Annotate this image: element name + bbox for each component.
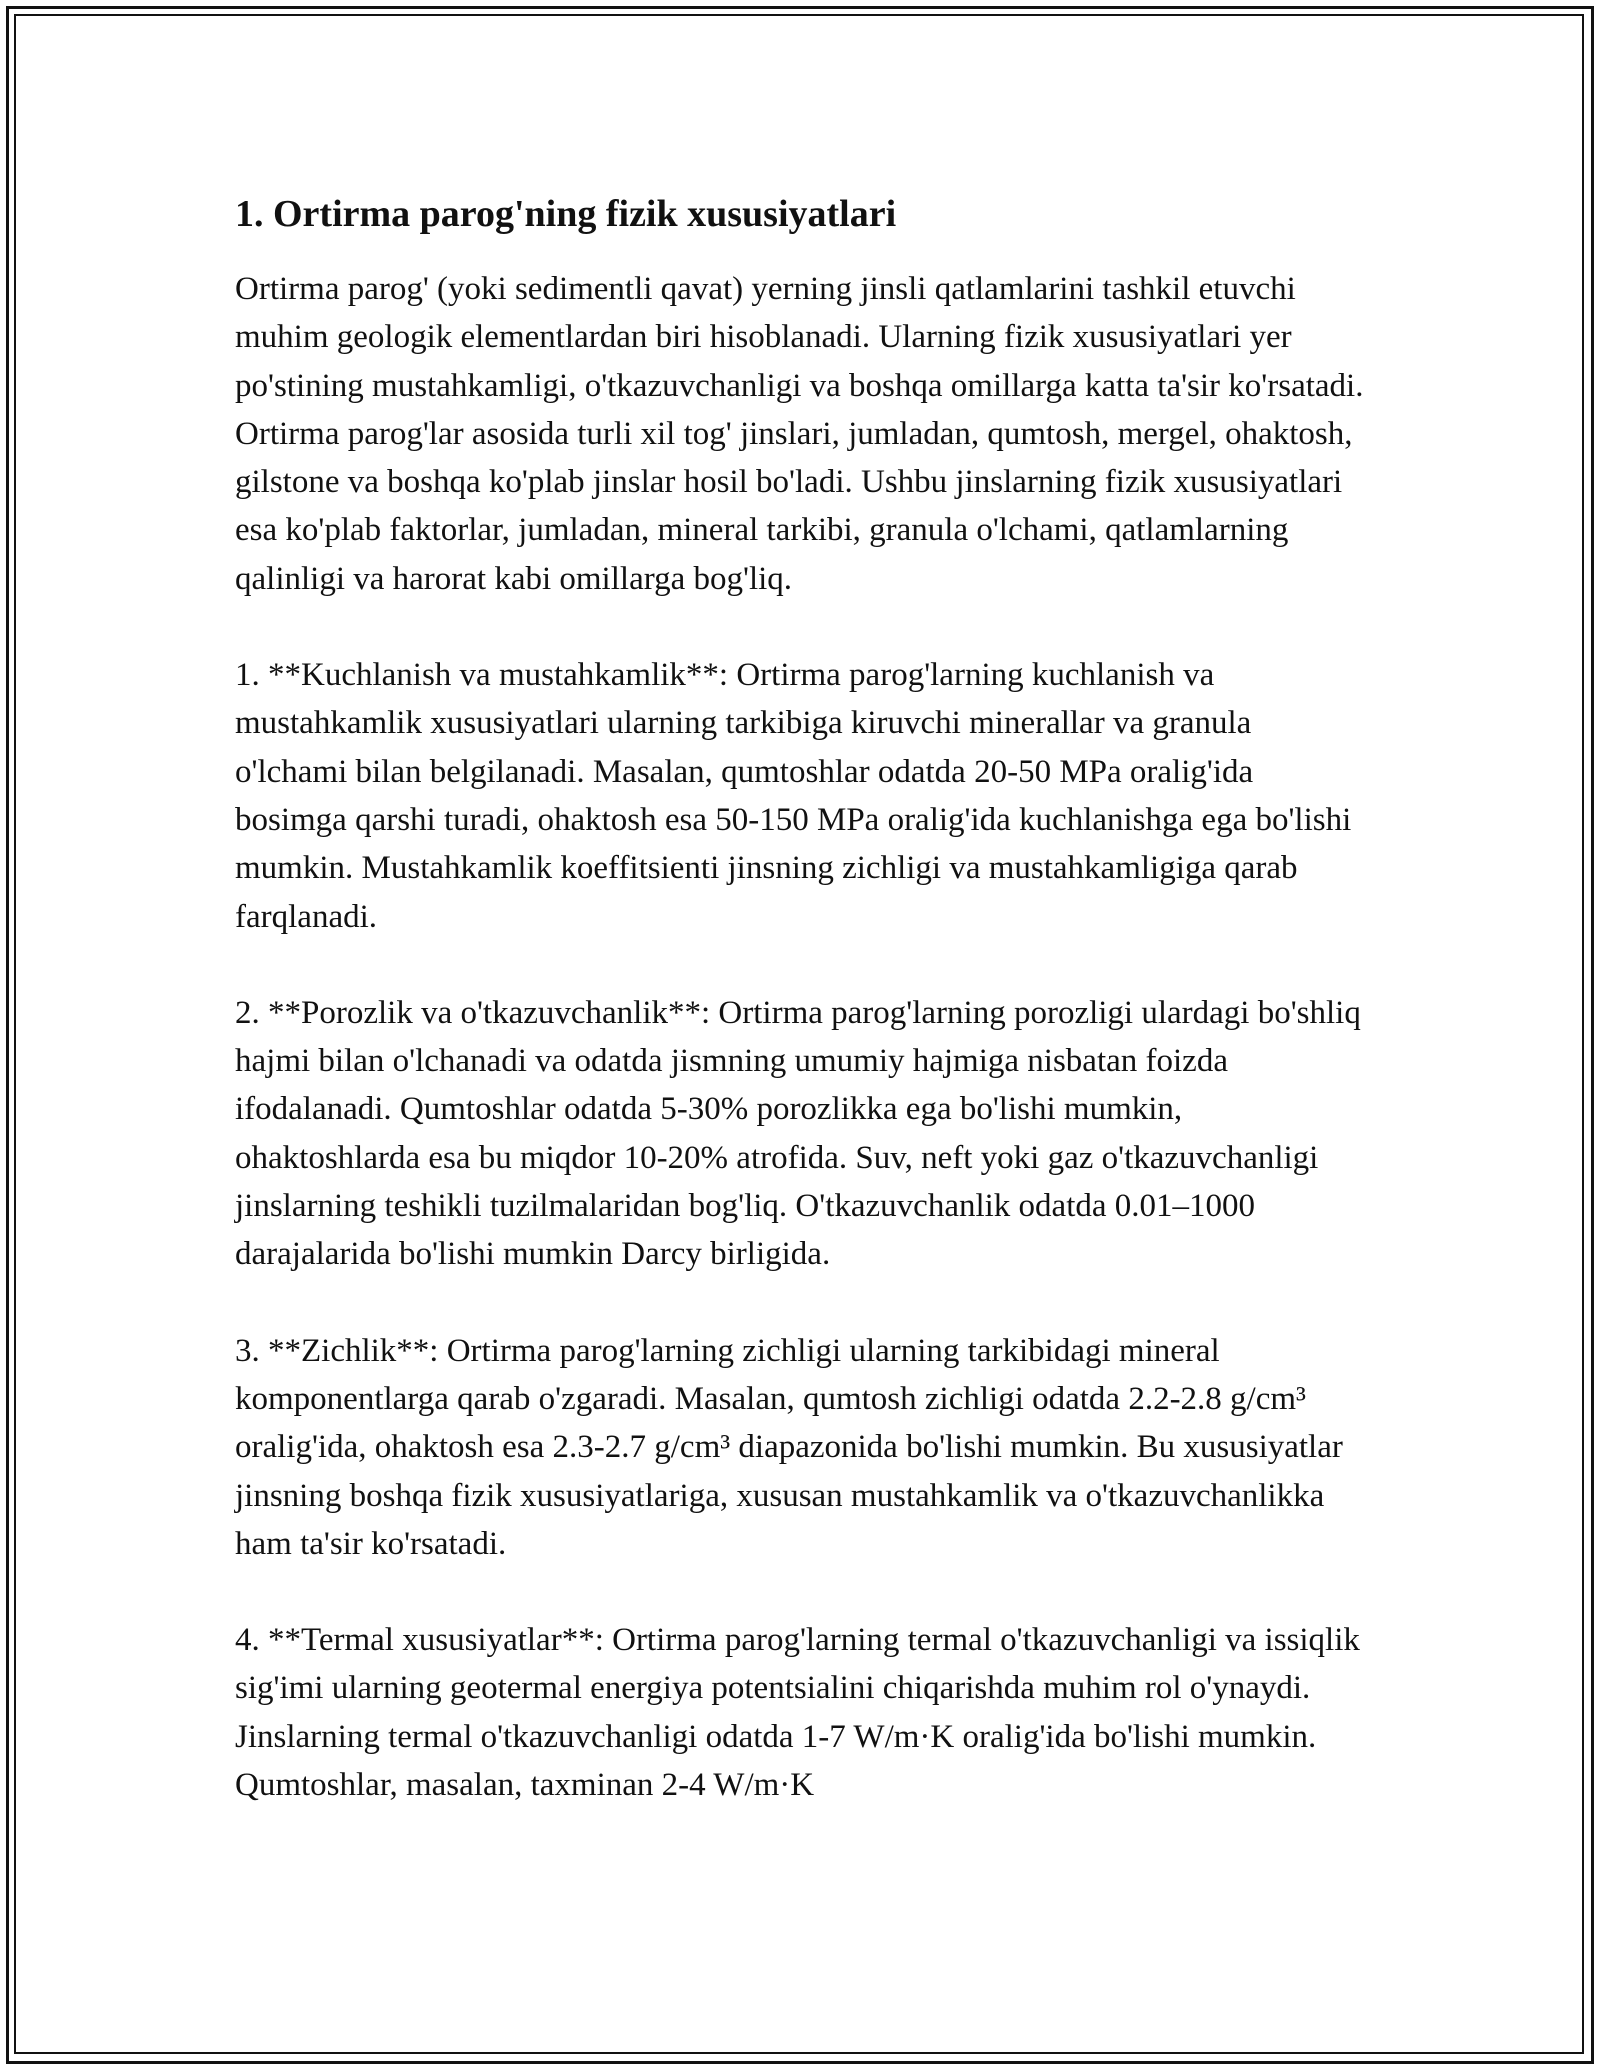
paragraph-density: 3. **Zichlik**: Ortirma parog'larning zichligi ularning tarkibidagi mineral komponentlarga qarab o'zgaradi. Masalan, qumtosh zichligi odatda 2.2-2.8 g/cm³ oralig'ida, ohaktosh esa 2.3-2.7 g/cm³ diapazonida bo'lishi mumkin. Bu xususiyatlar jinsning boshqa fizik xususiyatlariga, xususan mustahkamlik va o'tkazuvchanlikka ham ta'sir ko'rsatadi. <box>235 1332 1343 1562</box>
document-page <box>235 185 1370 1857</box>
intro-paragraph: Ortirma parog' (yoki sedimentli qavat) yerning jinsli qatlamlarini tashkil etuvchi muhim geologik elementlardan biri hisoblanadi. Ularning fizik xususiyatlari yer po'stining mustahkamligi, o'tkazuvchanligi va boshqa omillarga katta ta'sir ko'rsatadi. Ortirma parog'lar asosida turli xil tog' jinslari, jumladan, qumtosh, mergel, ohaktosh, gilstone va boshqa ko'plab jinslar hosil bo'ladi. Ushbu jinslarning fizik xususiyatlari esa ko'plab faktorlar, jumladan, mineral tarkibi, granula o'lchami, qatlamlarning qalinligi va harorat kabi omillarga bog'liq. <box>235 271 1364 597</box>
paragraph-porosity: 2. **Porozlik va o'tkazuvchanlik**: Ortirma parog'larning porozligi ulardagi bo'shliq hajmi bilan o'lchanadi va odatda jismning umumiy hajmiga nisbatan foizda ifodalanadi. Qumtoshlar odatda 5-30% porozlikka ega bo'lishi mumkin, ohaktoshlarda esa bu miqdor 10-20% atrofida. Suv, neft yoki gaz o'tkazuvchanligi jinslarning teshikli tuzilmalaridan bog'liq. O'tkazuvchanlik odatda 0.01–1000 darajalarida bo'lishi mumkin Darcy birligida. <box>235 994 1361 1273</box>
paragraph-strength: 1. **Kuchlanish va mustahkamlik**: Ortirma parog'larning kuchlanish va mustahkamlik xususiyatlari ularning tarkibiga kiruvchi minerallar va granula o'lchami bilan belgilanadi. Masalan, qumtoshlar odatda 20-50 MPa oralig'ida bosimga qarshi turadi, ohaktosh esa 50-150 MPa oralig'ida kuchlanishga ega bo'lishi mumkin. Mustahkamlik koeffitsienti jinsning zichligi va mustahkamligiga qarab farqlanadi. <box>235 657 1352 935</box>
paragraph-thermal: 4. **Termal xususiyatlar**: Ortirma parog'larning termal o'tkazuvchanligi va issiqlik sig'imi ularning geotermal energiya potentsialini chiqarishda muhim rol o'ynaydi. Jinslarning termal o'tkazuvchanligi odatda 1-7 W/m·K oralig'ida bo'lishi mumkin. Qumtoshlar, masalan, taxminan 2-4 W/m·K <box>235 1622 1360 1804</box>
section-heading: 1. Ortirma parog'ning fizik xususiyatlari <box>235 193 897 235</box>
